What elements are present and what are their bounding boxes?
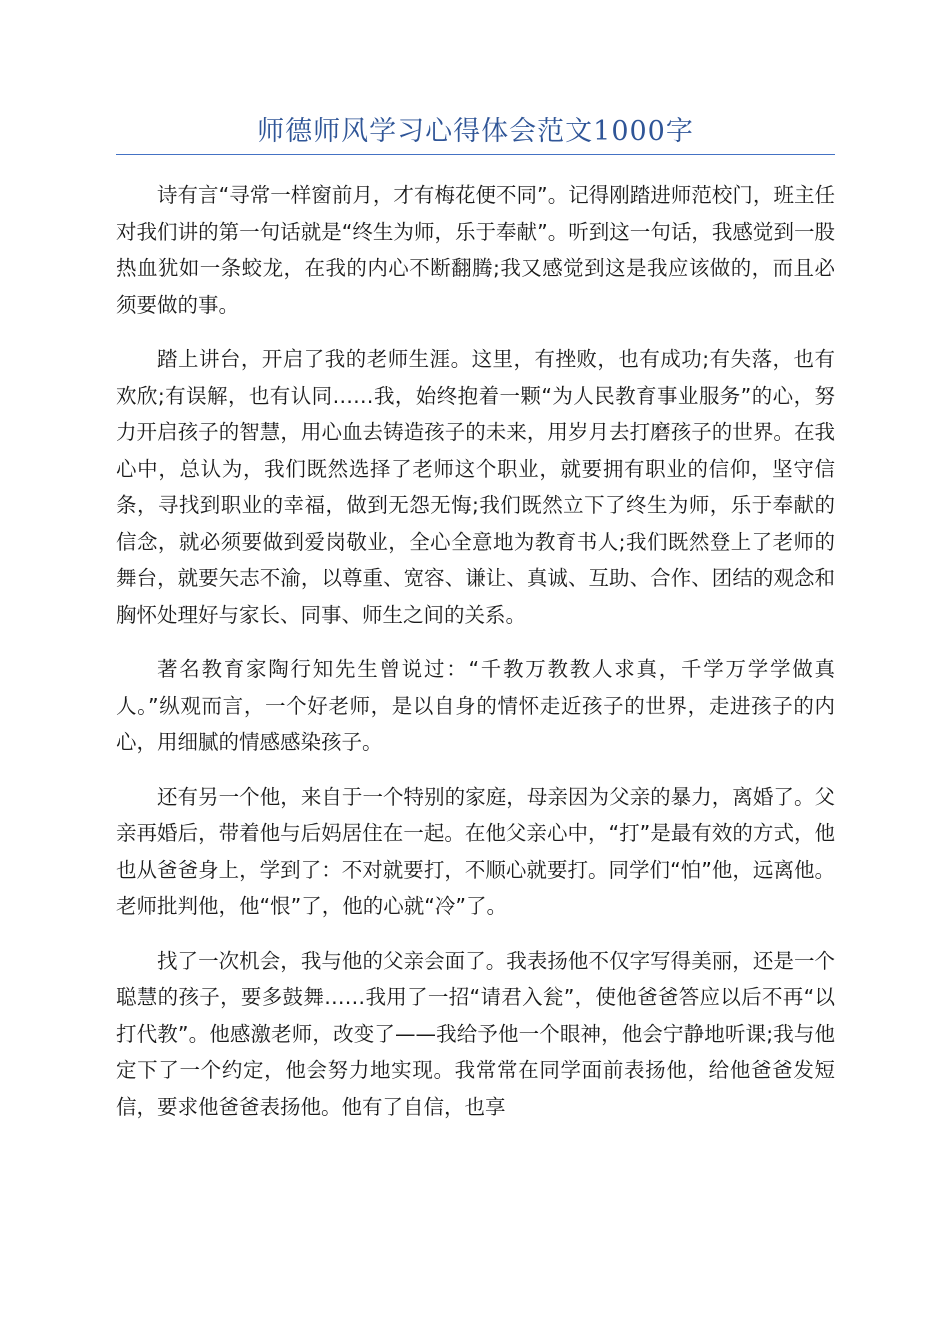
document-title: 师德师风学习心得体会范文1000字 <box>257 116 694 147</box>
title-underline <box>116 154 835 155</box>
paragraph-5: 找了一次机会，我与他的父亲会面了。我表扬他不仅字写得美丽，还是一个聪慧的孩子，要多鼓舞……我用了一招“请君入瓮”，使他爸爸答应以后不再“以打代教”。他感激老师，改变了——我给予他一个眼神，他会宁静地听课;我与他定下了一个约定，他会努力地实现。我常常在同学面前表扬他，给他爸爸发短信，要求他爸爸表扬他。他有了自信，也享 <box>116 948 835 1119</box>
paragraph-2: 踏上讲台，开启了我的老师生涯。这里，有挫败，也有成功;有失落，也有欢欣;有误解，也有认同……我，始终抱着一颗“为人民教育事业服务”的心，努力开启孩子的智慧，用心血去铸造孩子的未来，用岁月去打磨孩子的世界。在我心中，总认为，我们既然选择了老师这个职业，就要拥有职业的信仰，坚守信条，寻找到职业的幸福，做到无怨无悔;我们既然立下了终生为师，乐于奉献的信念，就必须要做到爱岗敬业，全心全意地为教育书人;我们既然登上了老师的舞台，就要矢志不渝，以尊重、宽容、谦让、真诚、互助、合作、团结的观念和胸怀处理好与家长、同事、师生之间的关系。 <box>116 347 835 627</box>
document-body <box>116 177 835 1143</box>
paragraph-1: 诗有言“寻常一样窗前月，才有梅花便不同”。记得刚踏进师范校门，班主任对我们讲的第一句话就是“终生为师，乐于奉献”。听到这一句话，我感觉到一股热血犹如一条蛟龙，在我的内心不断翻腾;我又感觉到这是我应该做的，而且必须要做的事。 <box>116 183 835 317</box>
paragraph-3: 著名教育家陶行知先生曾说过：“千教万教教人求真，千学万学学做真人。”纵观而言，一个好老师，是以自身的情怀走近孩子的世界，走进孩子的内心，用细腻的情感感染孩子。 <box>116 657 835 754</box>
paragraph-4: 还有另一个他，来自于一个特别的家庭，母亲因为父亲的暴力，离婚了。父亲再婚后，带着他与后妈居住在一起。在他父亲心中，“打”是最有效的方式，他也从爸爸身上，学到了：不对就要打，不顺心就要打。同学们“怕”他，远离他。老师批判他，他“恨”了，他的心就“冷”了。 <box>116 784 835 918</box>
